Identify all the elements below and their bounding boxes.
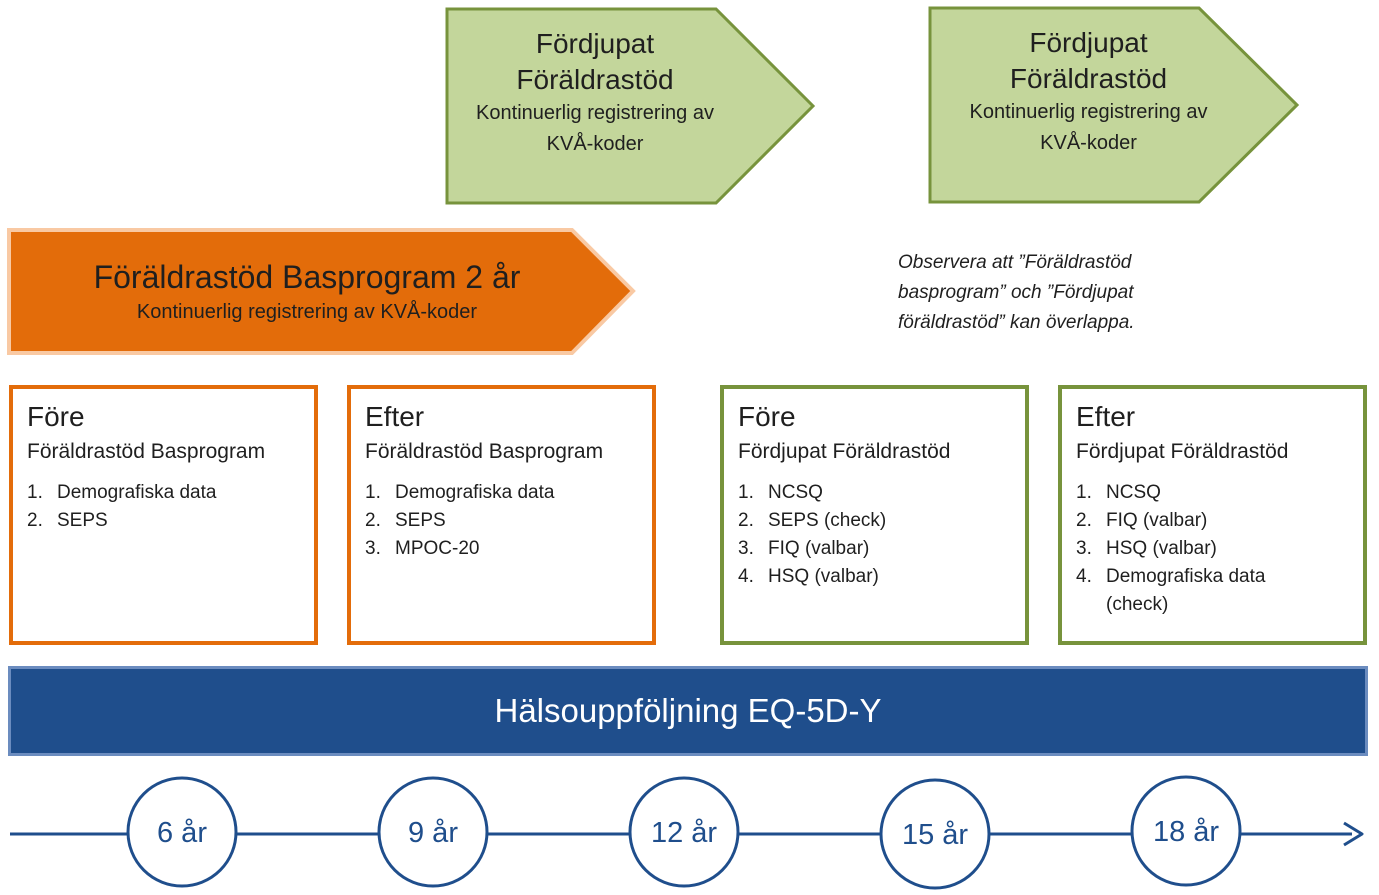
overlap-note-line2: basprogram” och ”Fördjupat (898, 282, 1134, 303)
list-item (365, 535, 638, 563)
list-text: Demografiska data (57, 482, 217, 503)
health-followup-banner (8, 666, 1368, 756)
list-text: HSQ (valbar) (1106, 538, 1217, 559)
list-item (27, 479, 300, 507)
list-number: 1. (1076, 482, 1092, 503)
green-arrow-1-sub-line2: KVÅ-koder (546, 133, 644, 155)
measure-list (27, 479, 300, 535)
measure-list (365, 479, 638, 563)
list-item (738, 507, 1011, 535)
list-text: FIQ (valbar) (768, 538, 870, 559)
orange-arrow-text (12, 256, 602, 326)
box-after-basprogram (347, 385, 656, 645)
box-subheading: Fördjupat Föräldrastöd (738, 440, 951, 463)
box-heading: Efter (1076, 401, 1136, 432)
green-arrow-2-sub-line2: KVÅ-koder (1040, 132, 1137, 154)
green-arrow-2-title-line2: Föräldrastöd (1009, 63, 1168, 94)
list-number: 1. (738, 482, 754, 503)
list-text: HSQ (valbar) (768, 566, 879, 587)
box-subheading: Föräldrastöd Basprogram (27, 440, 266, 463)
banner-label: Hälsouppföljning EQ-5D-Y (494, 692, 882, 729)
box-subheading: Fördjupat Föräldrastöd (1076, 440, 1289, 463)
list-number: 3. (738, 538, 754, 559)
list-item (1076, 535, 1349, 563)
box-heading: Före (738, 401, 796, 432)
list-text: NCSQ (1106, 482, 1161, 503)
list-item (1076, 479, 1349, 507)
box-subheading: Föräldrastöd Basprogram (365, 440, 604, 463)
green-arrow-1-sub-line1: Kontinuerlig registrering av (476, 102, 714, 124)
list-number: 4. (738, 566, 754, 587)
list-number: 2. (27, 510, 43, 531)
list-number: 4. (1076, 566, 1092, 587)
overlap-note-line1: Observera att ”Föräldrastöd (898, 252, 1132, 273)
list-number: 1. (365, 482, 381, 503)
timeline-label-12: 12 år (650, 817, 718, 849)
box-before-basprogram (9, 385, 318, 645)
timeline-label-15: 15 år (901, 819, 969, 851)
box-before-fordjupat (720, 385, 1029, 645)
list-item (365, 507, 638, 535)
measure-list (738, 479, 1011, 591)
box-after-fordjupat (1058, 385, 1367, 645)
list-number: 2. (1076, 510, 1092, 531)
list-text: SEPS (57, 510, 108, 531)
list-text: FIQ (valbar) (1106, 510, 1208, 531)
green-arrow-2-sub-line1: Kontinuerlig registrering av (969, 101, 1208, 123)
timeline-label-6: 6 år (157, 817, 207, 849)
green-arrow-1-text (447, 26, 743, 160)
list-text: NCSQ (768, 482, 823, 503)
box-heading: Efter (365, 401, 425, 432)
list-item (365, 479, 638, 507)
list-item (27, 507, 300, 535)
list-item (738, 563, 1011, 591)
list-text: Demografiska data (395, 482, 555, 503)
list-text: Demografiska data (check) (1106, 566, 1266, 615)
overlap-note-line3: föräldrastöd” kan överlappa. (898, 312, 1135, 333)
list-number: 2. (365, 510, 381, 531)
list-text: SEPS (check) (768, 510, 887, 531)
list-item (1076, 563, 1349, 619)
overlap-note (898, 248, 1135, 338)
list-item (1076, 507, 1349, 535)
list-number: 3. (1076, 538, 1092, 559)
orange-arrow-subtitle: Kontinuerlig registrering av KVÅ-koder (136, 301, 478, 323)
orange-arrow-title: Föräldrastöd Basprogram 2 år (93, 259, 521, 295)
measure-list (1076, 479, 1349, 619)
green-arrow-2-title-line1: Fördjupat (1029, 27, 1148, 58)
green-arrow-1-title-line1: Fördjupat (535, 28, 655, 59)
list-text: MPOC-20 (395, 538, 480, 559)
list-item (738, 479, 1011, 507)
green-arrow-1-title-line2: Föräldrastöd (516, 64, 674, 95)
list-number: 1. (27, 482, 43, 503)
timeline-label-18: 18 år (1152, 816, 1220, 848)
box-heading: Före (27, 401, 85, 432)
list-number: 2. (738, 510, 754, 531)
list-number: 3. (365, 538, 381, 559)
list-text: SEPS (395, 510, 446, 531)
timeline-label-9: 9 år (408, 817, 458, 849)
list-item (738, 535, 1011, 563)
green-arrow-2-text (930, 25, 1247, 159)
